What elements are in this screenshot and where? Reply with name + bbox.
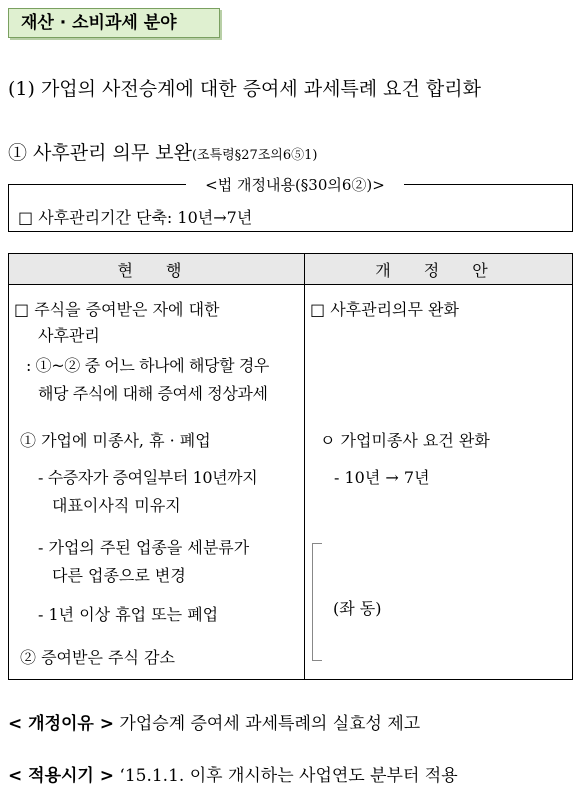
item-label: ① 사후관리 의무 보완 [8, 142, 192, 164]
current-sub-1b-line-1: - 가업의 주된 업종을 세분류가 [38, 538, 250, 557]
table-column-divider [304, 254, 305, 679]
proposed-same-as-left: (좌 동) [333, 599, 382, 618]
current-sub-1c: - 1년 이상 휴업 또는 폐업 [38, 605, 219, 624]
current-sub-2: ② 증여받은 주식 감소 [20, 648, 175, 667]
effective-date-label: < 적용시기 > [8, 766, 115, 786]
amendment-reason-label: < 개정이유 > [8, 714, 115, 734]
current-line-2: 사후관리 [38, 326, 100, 345]
subsection-title: (1) 가업의 사전승계에 대한 증여세 과세특례 요건 합리화 [8, 78, 481, 100]
item-legal-reference: (조특령§27조의6⑤1) [191, 148, 318, 163]
header-proposed: 개 정 안 [375, 261, 502, 280]
proposed-line-1: □ 사후관리의무 완화 [310, 300, 459, 319]
same-as-left-bracket [312, 543, 322, 661]
law-box-top-border-left [8, 184, 186, 185]
law-box-item: □ 사후관리기간 단축: 10년→7년 [18, 208, 253, 227]
current-line-4: 해당 주식에 대해 증여세 정상과세 [38, 384, 268, 403]
header-current: 현 행 [117, 261, 196, 280]
effective-date [8, 761, 458, 786]
current-sub-1: ① 가업에 미종사, 휴 · 폐업 [20, 431, 211, 450]
proposed-sub-1a: - 10년 → 7년 [334, 468, 430, 487]
amendment-reason-text: 가업승계 증여세 과세특례의 실효성 제고 [119, 714, 421, 734]
law-box-top-border-right [404, 184, 573, 185]
section-title: 재산 · 소비과세 분야 [8, 8, 220, 38]
amendment-reason [8, 709, 420, 734]
current-line-3: : ①~② 중 어느 하나에 해당할 경우 [26, 356, 269, 375]
item-heading [8, 138, 317, 165]
current-sub-1a-line-1: - 수증자가 증여일부터 10년까지 [38, 468, 258, 487]
law-box-title: <법 개정내용(§30의6②)> [205, 176, 385, 194]
effective-date-text: ‘15.1.1. 이후 개시하는 사업연도 분부터 적용 [119, 766, 458, 786]
current-sub-1b-line-2: 다른 업종으로 변경 [52, 566, 186, 585]
current-sub-1a-line-2: 대표이사직 미유지 [52, 496, 181, 515]
current-line-1: □ 주식을 증여받은 자에 대한 [14, 300, 220, 319]
proposed-sub-1: ㅇ 가업미종사 요건 완화 [320, 431, 490, 450]
